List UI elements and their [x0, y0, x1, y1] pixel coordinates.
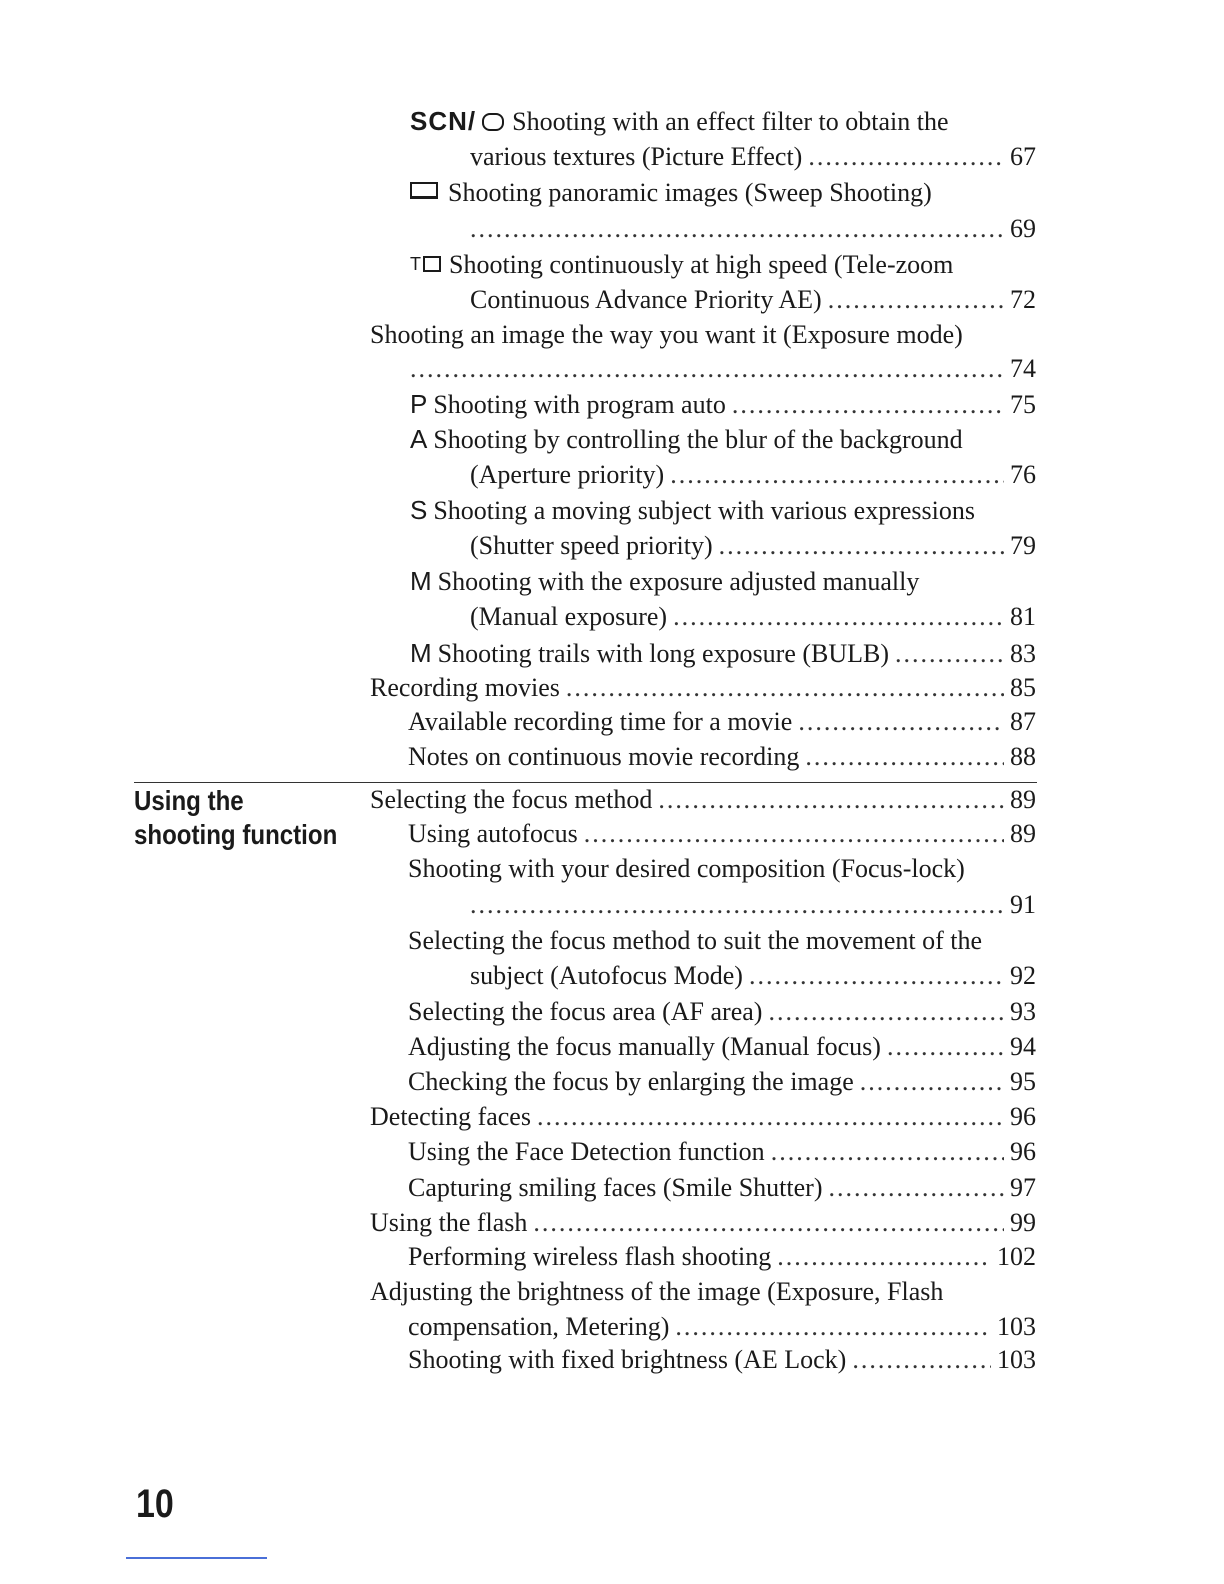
toc-entry-shutter-priority-cont[interactable]	[470, 529, 1036, 563]
toc-page-number: 102	[997, 1242, 1036, 1271]
toc-entry-text: Shooting a moving subject with various expressions	[433, 496, 975, 525]
toc-entry-brightness[interactable]	[370, 1275, 943, 1309]
toc-page-number: 75	[1010, 390, 1036, 419]
toc-entry-program-auto[interactable]	[410, 387, 1036, 422]
toc-page-number: 85	[1010, 673, 1036, 702]
toc-entry-aperture-priority[interactable]	[410, 422, 963, 457]
toc-entry-manual-focus[interactable]	[408, 1030, 1036, 1064]
p-mode-icon: P	[410, 389, 428, 419]
toc-entry-tele-zoom[interactable]	[410, 247, 953, 282]
toc-entry-text: Using the flash	[370, 1208, 528, 1237]
toc-entry-detecting-faces[interactable]	[370, 1100, 1036, 1134]
toc-entry-sweep-shooting-cont[interactable]	[470, 212, 1036, 246]
toc-entry-focus-lock[interactable]	[408, 852, 965, 886]
section-heading	[134, 784, 337, 852]
toc-entry-text: Recording movies	[370, 673, 560, 702]
dot-leader	[673, 600, 1004, 634]
toc-entry-text: various textures (Picture Effect)	[470, 142, 803, 171]
toc-entry-using-flash[interactable]	[370, 1206, 1036, 1240]
toc-page-number: 103	[997, 1312, 1036, 1341]
toc-page-number: 93	[1010, 997, 1036, 1026]
dot-leader	[777, 1240, 991, 1274]
toc-page-number: 76	[1010, 460, 1036, 489]
m-mode-icon: M	[410, 566, 432, 596]
toc-entry-text: (Manual exposure)	[470, 602, 668, 631]
dot-leader	[828, 283, 1004, 317]
tele-icon-box	[423, 256, 441, 272]
toc-entry-text: Shooting trails with long exposure (BULB)	[437, 639, 890, 668]
toc-entry-text: compensation, Metering)	[408, 1312, 670, 1341]
toc-entry-text: Performing wireless flash shooting	[408, 1242, 772, 1271]
dot-leader	[470, 212, 1004, 246]
toc-entry-focus-method[interactable]	[370, 783, 1036, 817]
toc-entry-recording-movies[interactable]	[370, 671, 1036, 705]
toc-entry-text: Shooting with fixed brightness (AE Lock)	[408, 1345, 847, 1374]
toc-page-number: 88	[1010, 742, 1036, 771]
toc-entry-text: Shooting an image the way you want it (Exposure mode)	[370, 320, 963, 349]
toc-entry-text: Selecting the focus method	[370, 785, 653, 814]
toc-entry-text: Shooting with the exposure adjusted manually	[437, 567, 920, 596]
toc-entry-recording-time[interactable]	[408, 705, 1036, 739]
toc-entry-text: Shooting continuously at high speed (Tele-zoom	[449, 250, 954, 279]
toc-entry-face-detection[interactable]	[408, 1135, 1036, 1169]
toc-page-number: 72	[1010, 285, 1036, 314]
toc-entry-wireless-flash[interactable]	[408, 1240, 1036, 1274]
section-heading-line1: Using the	[134, 785, 244, 816]
toc-page-number: 67	[1010, 142, 1036, 171]
toc-entry-text: Shooting panoramic images (Sweep Shooting)	[448, 178, 932, 207]
dot-leader	[537, 1100, 1004, 1134]
toc-entry-autofocus-mode-cont[interactable]	[470, 959, 1036, 993]
toc-page-number: 83	[1010, 639, 1036, 668]
dot-leader	[749, 959, 1004, 993]
s-mode-icon: S	[410, 495, 428, 525]
toc-page-number: 99	[1010, 1208, 1036, 1237]
toc-page-number: 92	[1010, 961, 1036, 990]
dot-leader	[533, 1206, 1004, 1240]
toc-entry-text: Selecting the focus method to suit the movement of the	[408, 926, 983, 955]
toc-page-number: 91	[1010, 890, 1036, 919]
dot-leader	[805, 740, 1004, 774]
toc-page-number: 96	[1010, 1102, 1036, 1131]
dot-leader	[887, 1030, 1004, 1064]
toc-entry-text: Notes on continuous movie recording	[408, 742, 800, 771]
toc-entry-brightness-cont[interactable]	[408, 1310, 1036, 1344]
toc-entry-af-area[interactable]	[408, 995, 1036, 1029]
toc-entry-tele-zoom-cont[interactable]	[470, 283, 1036, 317]
dot-leader	[852, 1343, 991, 1377]
toc-entry-enlarge-image[interactable]	[408, 1065, 1036, 1099]
toc-entry-text: Detecting faces	[370, 1102, 531, 1131]
dot-leader	[470, 888, 1004, 922]
toc-entry-manual-exposure[interactable]	[410, 564, 919, 599]
toc-entry-text: Shooting with an effect filter to obtain the	[512, 107, 949, 136]
dot-leader	[675, 1310, 991, 1344]
toc-entry-shutter-priority[interactable]	[410, 493, 975, 528]
toc-page-number: 74	[1010, 354, 1036, 383]
toc-entry-aperture-priority-cont[interactable]	[470, 458, 1036, 492]
toc-entry-autofocus-mode[interactable]	[408, 924, 982, 958]
toc-entry-text: Available recording time for a movie	[408, 707, 793, 736]
a-mode-icon: A	[410, 424, 428, 454]
dot-leader	[566, 671, 1004, 705]
toc-page-number: 94	[1010, 1032, 1036, 1061]
toc-entry-exposure-mode[interactable]	[370, 318, 963, 352]
section-heading-line2: shooting function	[134, 819, 338, 850]
toc-page-number: 96	[1010, 1137, 1036, 1166]
toc-entry-manual-exposure-cont[interactable]	[470, 600, 1036, 634]
toc-entry-picture-effect-cont[interactable]	[470, 140, 1036, 174]
toc-entry-text: Using autofocus	[408, 819, 578, 848]
toc-entry-autofocus[interactable]	[408, 817, 1036, 851]
toc-entry-text: Capturing smiling faces (Smile Shutter)	[408, 1173, 823, 1202]
toc-page-number: 79	[1010, 531, 1036, 560]
toc-entry-picture-effect[interactable]	[410, 104, 949, 139]
toc-page-number: 95	[1010, 1067, 1036, 1096]
toc-page-number: 89	[1010, 785, 1036, 814]
toc-entry-text: Shooting with program auto	[433, 390, 726, 419]
toc-entry-text: Continuous Advance Priority AE)	[470, 285, 822, 314]
toc-entry-ae-lock[interactable]	[408, 1343, 1036, 1377]
toc-entry-bulb[interactable]	[410, 636, 1036, 671]
m-mode-icon: M	[410, 638, 432, 668]
dot-leader	[771, 1135, 1004, 1169]
sweep-panorama-icon	[410, 182, 438, 199]
toc-entry-text: Adjusting the brightness of the image (Exposure, Flash	[370, 1277, 944, 1306]
dot-leader	[584, 817, 1004, 851]
dot-leader	[719, 529, 1004, 563]
dot-leader	[732, 388, 1004, 422]
page-number: 10	[136, 1482, 174, 1526]
toc-entry-text: (Shutter speed priority)	[470, 531, 713, 560]
dot-leader	[658, 783, 1004, 817]
toc-entry-text: Shooting by controlling the blur of the background	[433, 425, 963, 454]
toc-entry-sweep-shooting[interactable]	[410, 176, 932, 210]
footer-rule	[126, 1557, 267, 1559]
toc-page-number: 97	[1010, 1173, 1036, 1202]
toc-entry-text: (Aperture priority)	[470, 460, 665, 489]
toc-entry-smile-shutter[interactable]	[408, 1171, 1036, 1205]
dot-leader	[808, 140, 1004, 174]
dot-leader	[768, 995, 1004, 1029]
toc-page-number: 103	[997, 1345, 1036, 1374]
toc-entry-text: Selecting the focus area (AF area)	[408, 997, 763, 1026]
dot-leader	[670, 458, 1004, 492]
dot-leader	[895, 637, 1004, 671]
dot-leader	[860, 1065, 1004, 1099]
toc-entry-text: Using the Face Detection function	[408, 1137, 765, 1166]
tele-zoom-continuous-icon	[410, 247, 441, 281]
dot-leader	[410, 352, 1004, 386]
toc-entry-text: subject (Autofocus Mode)	[470, 961, 743, 990]
dot-leader	[829, 1171, 1005, 1205]
toc-entry-text: Checking the focus by enlarging the image	[408, 1067, 854, 1096]
toc-entry-exposure-mode-cont[interactable]	[410, 352, 1036, 386]
toc-entry-continuous-recording[interactable]	[408, 740, 1036, 774]
toc-page-number: 81	[1010, 602, 1036, 631]
dot-leader	[798, 705, 1004, 739]
toc-page-number: 69	[1010, 214, 1036, 243]
toc-page-number: 89	[1010, 819, 1036, 848]
picture-effect-icon	[482, 113, 504, 131]
toc-page-number: 87	[1010, 707, 1036, 736]
scn-mode-icon: SCN/	[410, 106, 477, 136]
tele-icon-letter: T	[410, 254, 421, 274]
toc-entry-text: Shooting with your desired composition (Focus-lock)	[408, 854, 965, 883]
toc-entry-focus-lock-cont[interactable]	[470, 888, 1036, 922]
toc-entry-text: Adjusting the focus manually (Manual focus)	[408, 1032, 881, 1061]
